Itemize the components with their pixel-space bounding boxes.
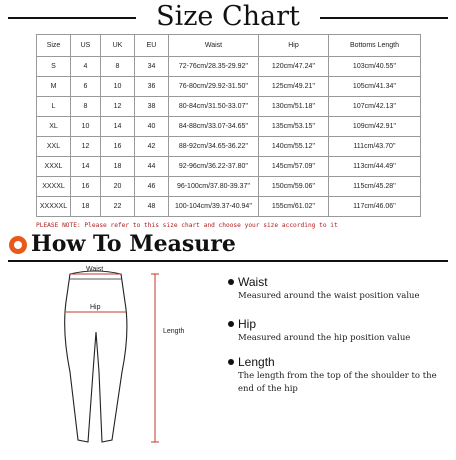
cell-hip: 125cm/49.21'' (259, 77, 329, 97)
cell-waist: 76-80cm/29.92-31.50'' (169, 77, 259, 97)
cell-waist: 96-100cm/37.80-39.37'' (169, 177, 259, 197)
cell-waist: 100-104cm/39.37-40.94'' (169, 197, 259, 217)
cell-size: XXXXL (37, 177, 71, 197)
cell-us: 8 (71, 97, 101, 117)
cell-uk: 10 (101, 77, 135, 97)
measure-heading: Waist (238, 275, 268, 289)
size-note: PLEASE NOTE: Please refer to this size chart and choose your size according to it (36, 222, 338, 229)
how-to-measure-title: How To Measure (31, 231, 236, 257)
title-banner (0, 0, 456, 36)
bullet-dot-icon (228, 359, 234, 365)
figure-label-hip: Hip (90, 304, 101, 311)
cell-hip: 140cm/55.12'' (259, 137, 329, 157)
cell-waist: 72-76cm/28.35-29.92'' (169, 57, 259, 77)
cell-uk: 22 (101, 197, 135, 217)
cell-hip: 120cm/47.24'' (259, 57, 329, 77)
table-row (37, 117, 421, 137)
cell-size: XL (37, 117, 71, 137)
cell-uk: 12 (101, 97, 135, 117)
cell-length: 111cm/43.70'' (329, 137, 421, 157)
header-waist: Waist (169, 35, 259, 57)
measure-heading: Length (238, 355, 275, 369)
title-divider-right (320, 17, 448, 19)
cell-waist: 88-92cm/34.65-36.22'' (169, 137, 259, 157)
cell-waist: 80-84cm/31.50-33.07'' (169, 97, 259, 117)
table-row (37, 57, 421, 77)
cell-us: 12 (71, 137, 101, 157)
page-title: Size Chart (156, 1, 300, 32)
figure-label-length: Length (163, 328, 185, 335)
header-hip: Hip (259, 35, 329, 57)
table-header-row (37, 35, 421, 57)
cell-length: 107cm/42.13'' (329, 97, 421, 117)
cell-size: S (37, 57, 71, 77)
figure-label-waist: Waist (86, 266, 104, 273)
size-chart-table (36, 34, 421, 217)
cell-us: 18 (71, 197, 101, 217)
table-row (37, 97, 421, 117)
cell-hip: 135cm/53.15'' (259, 117, 329, 137)
cell-length: 103cm/40.55'' (329, 57, 421, 77)
table-row (37, 157, 421, 177)
cell-uk: 18 (101, 157, 135, 177)
header-us: US (71, 35, 101, 57)
cell-eu: 42 (135, 137, 169, 157)
cell-size: XXXL (37, 157, 71, 177)
header-uk: UK (101, 35, 135, 57)
cell-waist: 92-96cm/36.22-37.80'' (169, 157, 259, 177)
header-bottoms-length: Bottoms Length (329, 35, 421, 57)
cell-uk: 14 (101, 117, 135, 137)
header-eu: EU (135, 35, 169, 57)
table-row (37, 77, 421, 97)
cell-hip: 155cm/61.02'' (259, 197, 329, 217)
cell-eu: 40 (135, 117, 169, 137)
cell-length: 117cm/46.06'' (329, 197, 421, 217)
cell-waist: 84-88cm/33.07-34.65'' (169, 117, 259, 137)
header-size: Size (37, 35, 71, 57)
cell-size: XXL (37, 137, 71, 157)
cell-length: 105cm/41.34'' (329, 77, 421, 97)
cell-us: 16 (71, 177, 101, 197)
cell-hip: 150cm/59.06'' (259, 177, 329, 197)
cell-eu: 38 (135, 97, 169, 117)
cell-size: M (37, 77, 71, 97)
cell-uk: 16 (101, 137, 135, 157)
measure-description: Measured around the waist position value (238, 291, 420, 301)
cell-length: 113cm/44.49'' (329, 157, 421, 177)
cell-eu: 46 (135, 177, 169, 197)
measure-description: Measured around the hip position value (238, 333, 411, 343)
cell-eu: 44 (135, 157, 169, 177)
bullet-dot-icon (228, 279, 234, 285)
table-row (37, 197, 421, 217)
cell-length: 115cm/45.28'' (329, 177, 421, 197)
cell-us: 14 (71, 157, 101, 177)
cell-us: 10 (71, 117, 101, 137)
cell-size: L (37, 97, 71, 117)
cell-length: 109cm/42.91'' (329, 117, 421, 137)
bullet-circle-icon (9, 236, 27, 254)
cell-size: XXXXXL (37, 197, 71, 217)
table-row (37, 177, 421, 197)
bullet-dot-icon (228, 321, 234, 327)
cell-us: 6 (71, 77, 101, 97)
cell-us: 4 (71, 57, 101, 77)
cell-eu: 36 (135, 77, 169, 97)
measure-description: The length from the top of the shoulder to the end of the hip (238, 371, 437, 394)
cell-eu: 34 (135, 57, 169, 77)
leggings-outline-icon (0, 262, 215, 456)
cell-eu: 48 (135, 197, 169, 217)
cell-hip: 130cm/51.18'' (259, 97, 329, 117)
measure-heading: Hip (238, 317, 257, 331)
cell-uk: 20 (101, 177, 135, 197)
table-row (37, 137, 421, 157)
cell-uk: 8 (101, 57, 135, 77)
leggings-illustration (0, 262, 215, 456)
cell-hip: 145cm/57.09'' (259, 157, 329, 177)
